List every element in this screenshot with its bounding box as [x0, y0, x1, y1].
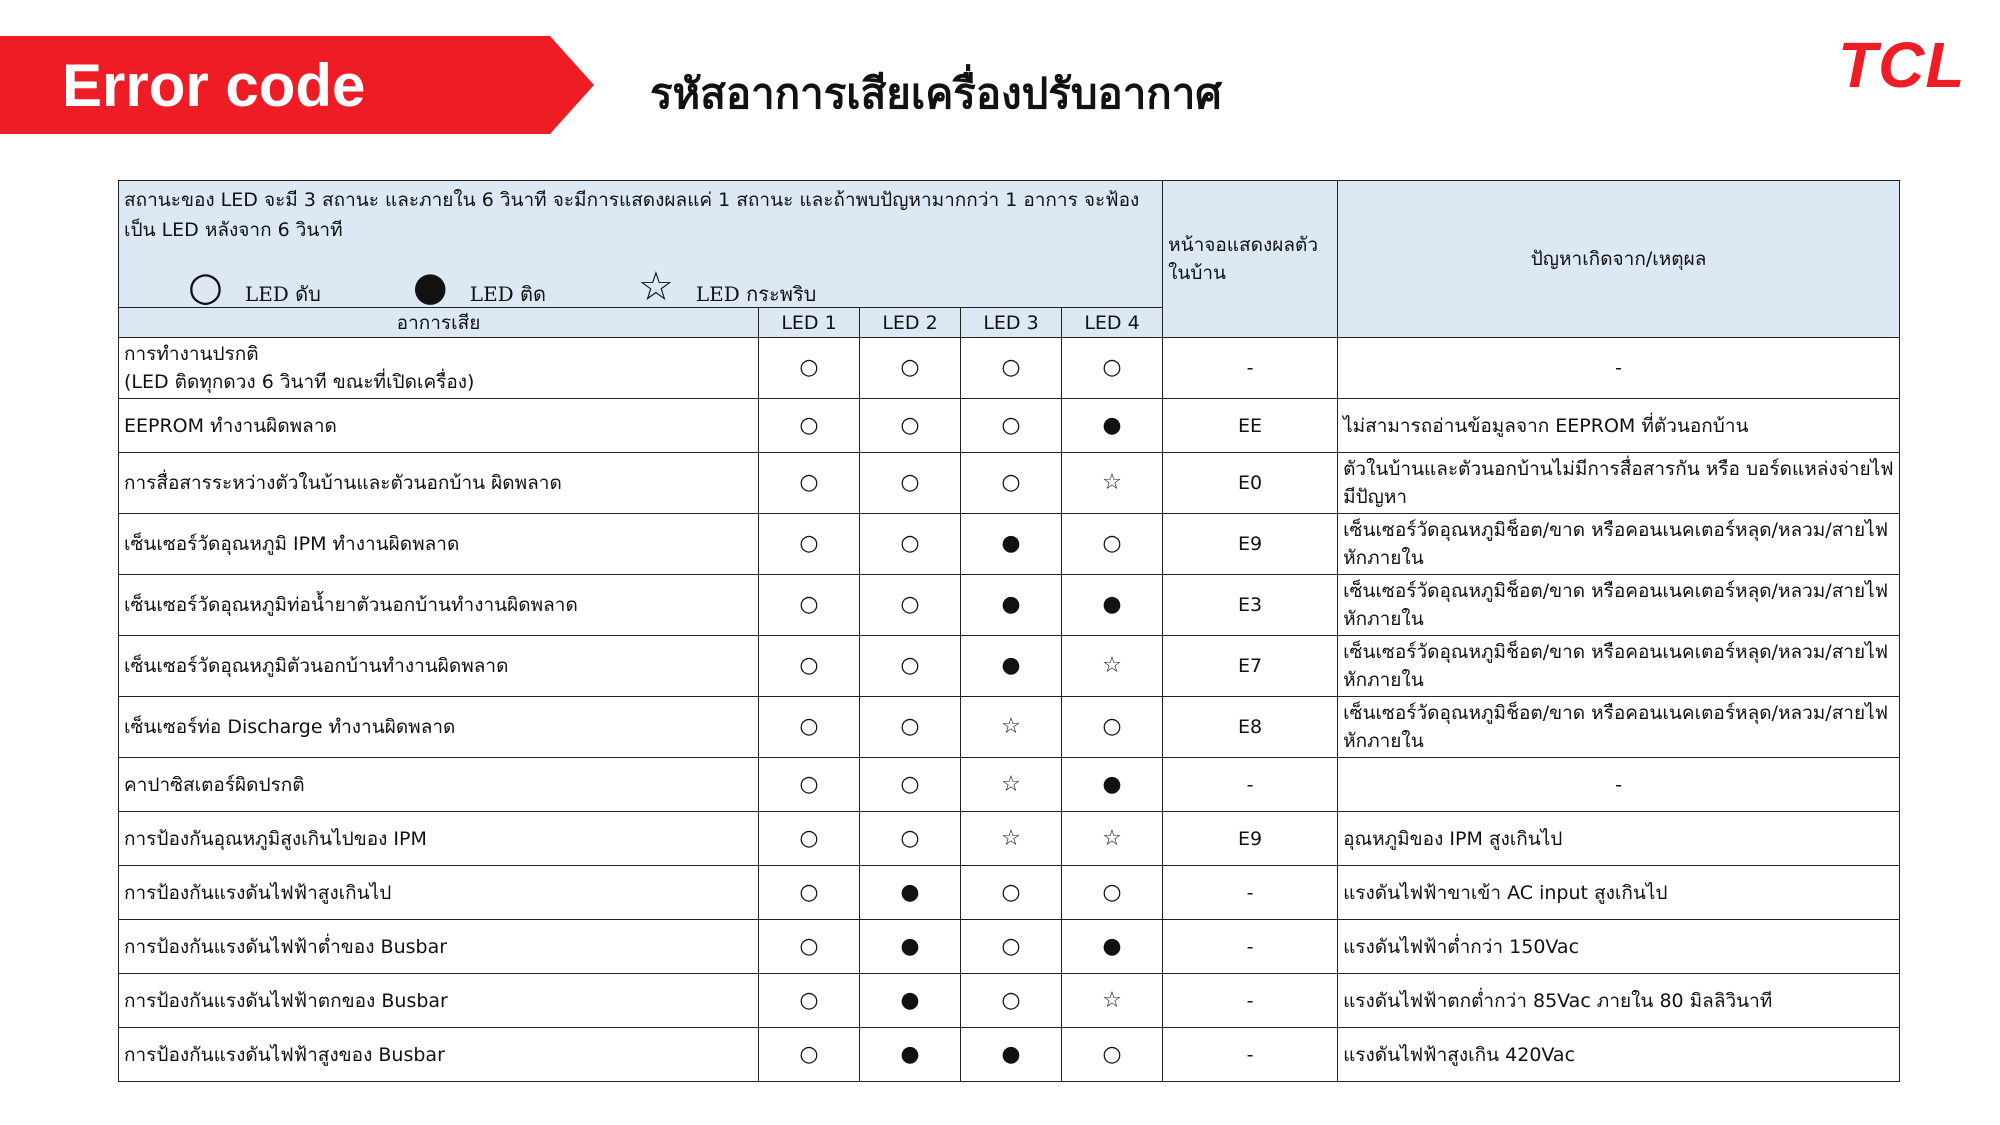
cause-cell: แรงดันไฟฟ้าขาเข้า AC input สูงเกินไป: [1338, 866, 1900, 920]
display-code-cell: -: [1163, 1028, 1338, 1082]
led-off-icon: ○: [799, 412, 819, 438]
led3-cell: [961, 399, 1062, 453]
led-off-icon: ○: [799, 825, 819, 851]
led1-cell: [759, 1028, 860, 1082]
led3-cell: [961, 758, 1062, 812]
table-row: [119, 399, 1900, 453]
cause-cell: อุณหภูมิของ IPM สูงเกินไป: [1338, 812, 1900, 866]
symptom-text: เซ็นเซอร์วัดอุณหภูมิตัวนอกบ้านทำงานผิดพลาด: [124, 655, 509, 677]
led-off-icon: ○: [799, 879, 819, 905]
led1-cell: [759, 453, 860, 514]
led1-cell: [759, 575, 860, 636]
led-off-icon: ○: [1001, 355, 1021, 380]
table-row: [119, 866, 1900, 920]
table-row: [119, 697, 1900, 758]
col-header-led2: LED 2: [860, 308, 961, 338]
symptom-cell: [119, 338, 759, 399]
display-code-cell: -: [1163, 338, 1338, 399]
symptom-cell: [119, 920, 759, 974]
led-off-icon: ○: [799, 531, 819, 556]
led-on-icon: ●: [900, 987, 920, 1013]
col-header-symptom: อาการเสีย: [119, 308, 759, 338]
led4-cell: [1062, 399, 1163, 453]
col-header-led1: LED 1: [759, 308, 860, 338]
led1-cell: [759, 866, 860, 920]
col-header-led3: LED 3: [961, 308, 1062, 338]
led2-cell: [860, 812, 961, 866]
led2-cell: [860, 453, 961, 514]
led-off-icon: ○: [799, 1041, 819, 1067]
led-off-icon: ○: [799, 987, 819, 1013]
led-blink-icon: ☆: [1001, 825, 1021, 851]
led-on-icon: ●: [1001, 653, 1021, 678]
led4-cell: [1062, 1028, 1163, 1082]
led-status-note: [119, 181, 1163, 308]
legend-item-on: [412, 264, 547, 308]
led2-cell: [860, 399, 961, 453]
led4-cell: [1062, 338, 1163, 399]
led-on-icon: ●: [1001, 531, 1021, 556]
symptom-text: การป้องกันอุณหภูมิสูงเกินไปของ IPM: [124, 827, 427, 850]
error-rows: [119, 338, 1900, 1082]
display-code-cell: E9: [1163, 812, 1338, 866]
led-off-icon: ○: [799, 714, 819, 739]
cause-cell: แรงดันไฟฟ้าต่ำกว่า 150Vac: [1338, 920, 1900, 974]
tcl-logo: TCL: [1838, 29, 1966, 101]
led-legend: [124, 263, 1157, 307]
table-row: [119, 575, 1900, 636]
display-code-cell: E3: [1163, 575, 1338, 636]
led2-cell: [860, 338, 961, 399]
led2-cell: [860, 514, 961, 575]
led-on-icon: ●: [900, 879, 920, 905]
led-off-icon: ○: [1102, 714, 1122, 739]
symptom-text: การป้องกันแรงดันไฟฟ้าสูงเกินไป: [124, 881, 392, 904]
symptom-text: เซ็นเซอร์วัดอุณหภูมิ IPM ทำงานผิดพลาด: [124, 533, 460, 555]
display-code-cell: -: [1163, 866, 1338, 920]
led-off-icon: ○: [900, 470, 920, 495]
symptom-cell: [119, 514, 759, 575]
led4-cell: [1062, 920, 1163, 974]
led-off-icon: ○: [900, 412, 920, 438]
led-off-icon: ○: [1001, 933, 1021, 959]
led4-cell: [1062, 575, 1163, 636]
led-off-icon: ○: [799, 933, 819, 959]
led2-cell: [860, 974, 961, 1028]
led4-cell: [1062, 758, 1163, 812]
led3-cell: [961, 1028, 1062, 1082]
table-row: [119, 974, 1900, 1028]
led-on-icon: ●: [1102, 771, 1122, 797]
led-off-icon: ○: [1102, 531, 1122, 556]
note-text: สถานะของ LED จะมี 3 สถานะ และภายใน 6 วินาที จะมีการแสดงผลแค่ 1 สถานะ และถ้าพบปัญหามากกว่า 1 อาการ จะฟ้องเป็น LED หลังจาก 6 วินาที: [124, 189, 1140, 241]
led-blink-icon: ☆: [1102, 987, 1122, 1013]
led-off-icon: ○: [799, 470, 819, 495]
symptom-text: คาปาซิสเตอร์ผิดปรกติ: [124, 773, 305, 796]
led-off-icon: ○: [1001, 987, 1021, 1013]
led-off-icon: ○: [1001, 470, 1021, 495]
led2-cell: [860, 697, 961, 758]
led2-cell: [860, 636, 961, 697]
table-row: [119, 920, 1900, 974]
led-off-icon: ○: [799, 592, 819, 617]
led-on-icon: ●: [900, 1041, 920, 1067]
led2-cell: [860, 758, 961, 812]
display-code-cell: EE: [1163, 399, 1338, 453]
legend-item-off: [188, 264, 321, 308]
symptom-cell: [119, 636, 759, 697]
led-off-icon: ○: [900, 592, 920, 617]
led1-cell: [759, 514, 860, 575]
led-on-icon: ●: [1001, 1041, 1021, 1067]
led-off-icon: ○: [900, 531, 920, 556]
table-row: [119, 453, 1900, 514]
led-off-icon: ○: [900, 714, 920, 739]
legend-item-blink: [638, 264, 817, 308]
led-off-icon: ○: [900, 771, 920, 797]
led-blink-icon: ☆: [1102, 653, 1122, 678]
display-code-cell: E9: [1163, 514, 1338, 575]
led1-cell: [759, 812, 860, 866]
led-off-icon: ○: [900, 653, 920, 678]
table-row: [119, 338, 1900, 399]
symptom-text: เซ็นเซอร์ท่อ Discharge ทำงานผิดพลาด: [124, 716, 456, 738]
led-off-icon: ○: [1102, 1041, 1122, 1067]
led1-cell: [759, 758, 860, 812]
col-header-display: หน้าจอแสดงผลตัวในบ้าน: [1163, 181, 1338, 338]
legend-label: LED ติด: [469, 282, 547, 306]
symptom-cell: [119, 866, 759, 920]
page-title: รหัสอาการเสียเครื่องปรับอากาศ: [650, 69, 1222, 118]
led-off-icon: ○: [1001, 412, 1021, 438]
symptom-text: การป้องกันแรงดันไฟฟ้าสูงของ Busbar: [124, 1043, 445, 1066]
led-blink-icon: ☆: [1102, 825, 1122, 851]
symptom-cell: [119, 453, 759, 514]
cause-cell: เซ็นเซอร์วัดอุณหภูมิช็อต/ขาด หรือคอนเนคเตอร์หลุด/หลวม/สายไฟหักภายใน: [1338, 636, 1900, 697]
led-off-icon: ○: [188, 264, 223, 308]
symptom-text: การทำงานปรกติ: [124, 343, 259, 365]
led-off-icon: ○: [900, 825, 920, 851]
symptom-cell: [119, 758, 759, 812]
symptom-text: เซ็นเซอร์วัดอุณหภูมิท่อน้ำยาตัวนอกบ้านทำงานผิดพลาด: [124, 594, 578, 616]
led-on-icon: ●: [1001, 592, 1021, 617]
led1-cell: [759, 920, 860, 974]
cause-cell: ตัวในบ้านและตัวนอกบ้านไม่มีการสื่อสารกัน หรือ บอร์ดแหล่งจ่ายไฟมีปัญหา: [1338, 453, 1900, 514]
symptom-cell: [119, 575, 759, 636]
led-blink-icon: ☆: [1001, 714, 1021, 739]
led3-cell: [961, 338, 1062, 399]
led-off-icon: ○: [799, 771, 819, 797]
led3-cell: [961, 514, 1062, 575]
cause-cell: เซ็นเซอร์วัดอุณหภูมิช็อต/ขาด หรือคอนเนคเตอร์หลุด/หลวม/สายไฟหักภายใน: [1338, 514, 1900, 575]
col-header-cause: ปัญหาเกิดจาก/เหตุผล: [1338, 181, 1900, 338]
led4-cell: [1062, 453, 1163, 514]
display-code-cell: E8: [1163, 697, 1338, 758]
cause-cell: เซ็นเซอร์วัดอุณหภูมิช็อต/ขาด หรือคอนเนคเตอร์หลุด/หลวม/สายไฟหักภายใน: [1338, 575, 1900, 636]
led4-cell: [1062, 866, 1163, 920]
display-code-cell: -: [1163, 920, 1338, 974]
led4-cell: [1062, 514, 1163, 575]
led3-cell: [961, 812, 1062, 866]
display-code-cell: E0: [1163, 453, 1338, 514]
table-row: [119, 1028, 1900, 1082]
legend-label: LED ดับ: [244, 282, 321, 306]
led-blink-icon: ☆: [1001, 771, 1021, 797]
led4-cell: [1062, 812, 1163, 866]
led3-cell: [961, 920, 1062, 974]
led3-cell: [961, 575, 1062, 636]
cause-cell: -: [1338, 758, 1900, 812]
led2-cell: [860, 920, 961, 974]
led-on-icon: ●: [1102, 592, 1122, 617]
led1-cell: [759, 399, 860, 453]
symptom-cell: [119, 974, 759, 1028]
table-row: [119, 812, 1900, 866]
symptom-text: การสื่อสารระหว่างตัวในบ้านและตัวนอกบ้าน ผิดพลาด: [124, 472, 562, 494]
display-code-cell: E7: [1163, 636, 1338, 697]
display-code-cell: -: [1163, 974, 1338, 1028]
led1-cell: [759, 697, 860, 758]
cause-cell: แรงดันไฟฟ้าตกต่ำกว่า 85Vac ภายใน 80 มิลลิวินาที: [1338, 974, 1900, 1028]
symptom-cell: [119, 812, 759, 866]
cause-cell: -: [1338, 338, 1900, 399]
led2-cell: [860, 866, 961, 920]
display-code-cell: -: [1163, 758, 1338, 812]
led3-cell: [961, 697, 1062, 758]
led4-cell: [1062, 636, 1163, 697]
symptom-cell: [119, 697, 759, 758]
led1-cell: [759, 338, 860, 399]
led3-cell: [961, 453, 1062, 514]
led4-cell: [1062, 697, 1163, 758]
led-off-icon: ○: [799, 653, 819, 678]
led3-cell: [961, 974, 1062, 1028]
led-on-icon: ●: [1102, 412, 1122, 438]
table-row: [119, 514, 1900, 575]
symptom-text: การป้องกันแรงดันไฟฟ้าตกของ Busbar: [124, 989, 448, 1012]
led-blink-icon: ☆: [1102, 470, 1122, 495]
led2-cell: [860, 1028, 961, 1082]
symptom-text: (LED ติดทุกดวง 6 วินาที ขณะที่เปิดเครื่อง): [124, 371, 475, 393]
led-off-icon: ○: [900, 355, 920, 380]
symptom-cell: [119, 399, 759, 453]
banner-label: Error code: [62, 52, 366, 119]
cause-cell: แรงดันไฟฟ้าสูงเกิน 420Vac: [1338, 1028, 1900, 1082]
cause-cell: ไม่สามารถอ่านข้อมูลจาก EEPROM ที่ตัวนอกบ้าน: [1338, 399, 1900, 453]
led3-cell: [961, 636, 1062, 697]
legend-label: LED กระพริบ: [695, 282, 817, 306]
symptom-text: การป้องกันแรงดันไฟฟ้าต่ำของ Busbar: [124, 935, 448, 958]
cause-cell: เซ็นเซอร์วัดอุณหภูมิช็อต/ขาด หรือคอนเนคเตอร์หลุด/หลวม/สายไฟหักภายใน: [1338, 697, 1900, 758]
led-off-icon: ○: [1001, 879, 1021, 905]
col-header-led4: LED 4: [1062, 308, 1163, 338]
led2-cell: [860, 575, 961, 636]
symptom-cell: [119, 1028, 759, 1082]
led-blink-icon: ☆: [638, 264, 674, 308]
led1-cell: [759, 974, 860, 1028]
table-row: [119, 636, 1900, 697]
led1-cell: [759, 636, 860, 697]
led-off-icon: ○: [799, 355, 819, 380]
led-on-icon: ●: [412, 264, 448, 308]
led3-cell: [961, 866, 1062, 920]
error-code-table: [118, 180, 1900, 1082]
led-on-icon: ●: [900, 933, 920, 959]
led-off-icon: ○: [1102, 355, 1122, 380]
table-row: [119, 758, 1900, 812]
led-on-icon: ●: [1102, 933, 1122, 959]
led4-cell: [1062, 974, 1163, 1028]
led-off-icon: ○: [1102, 879, 1122, 905]
symptom-text: EEPROM ทำงานผิดพลาด: [124, 414, 337, 437]
